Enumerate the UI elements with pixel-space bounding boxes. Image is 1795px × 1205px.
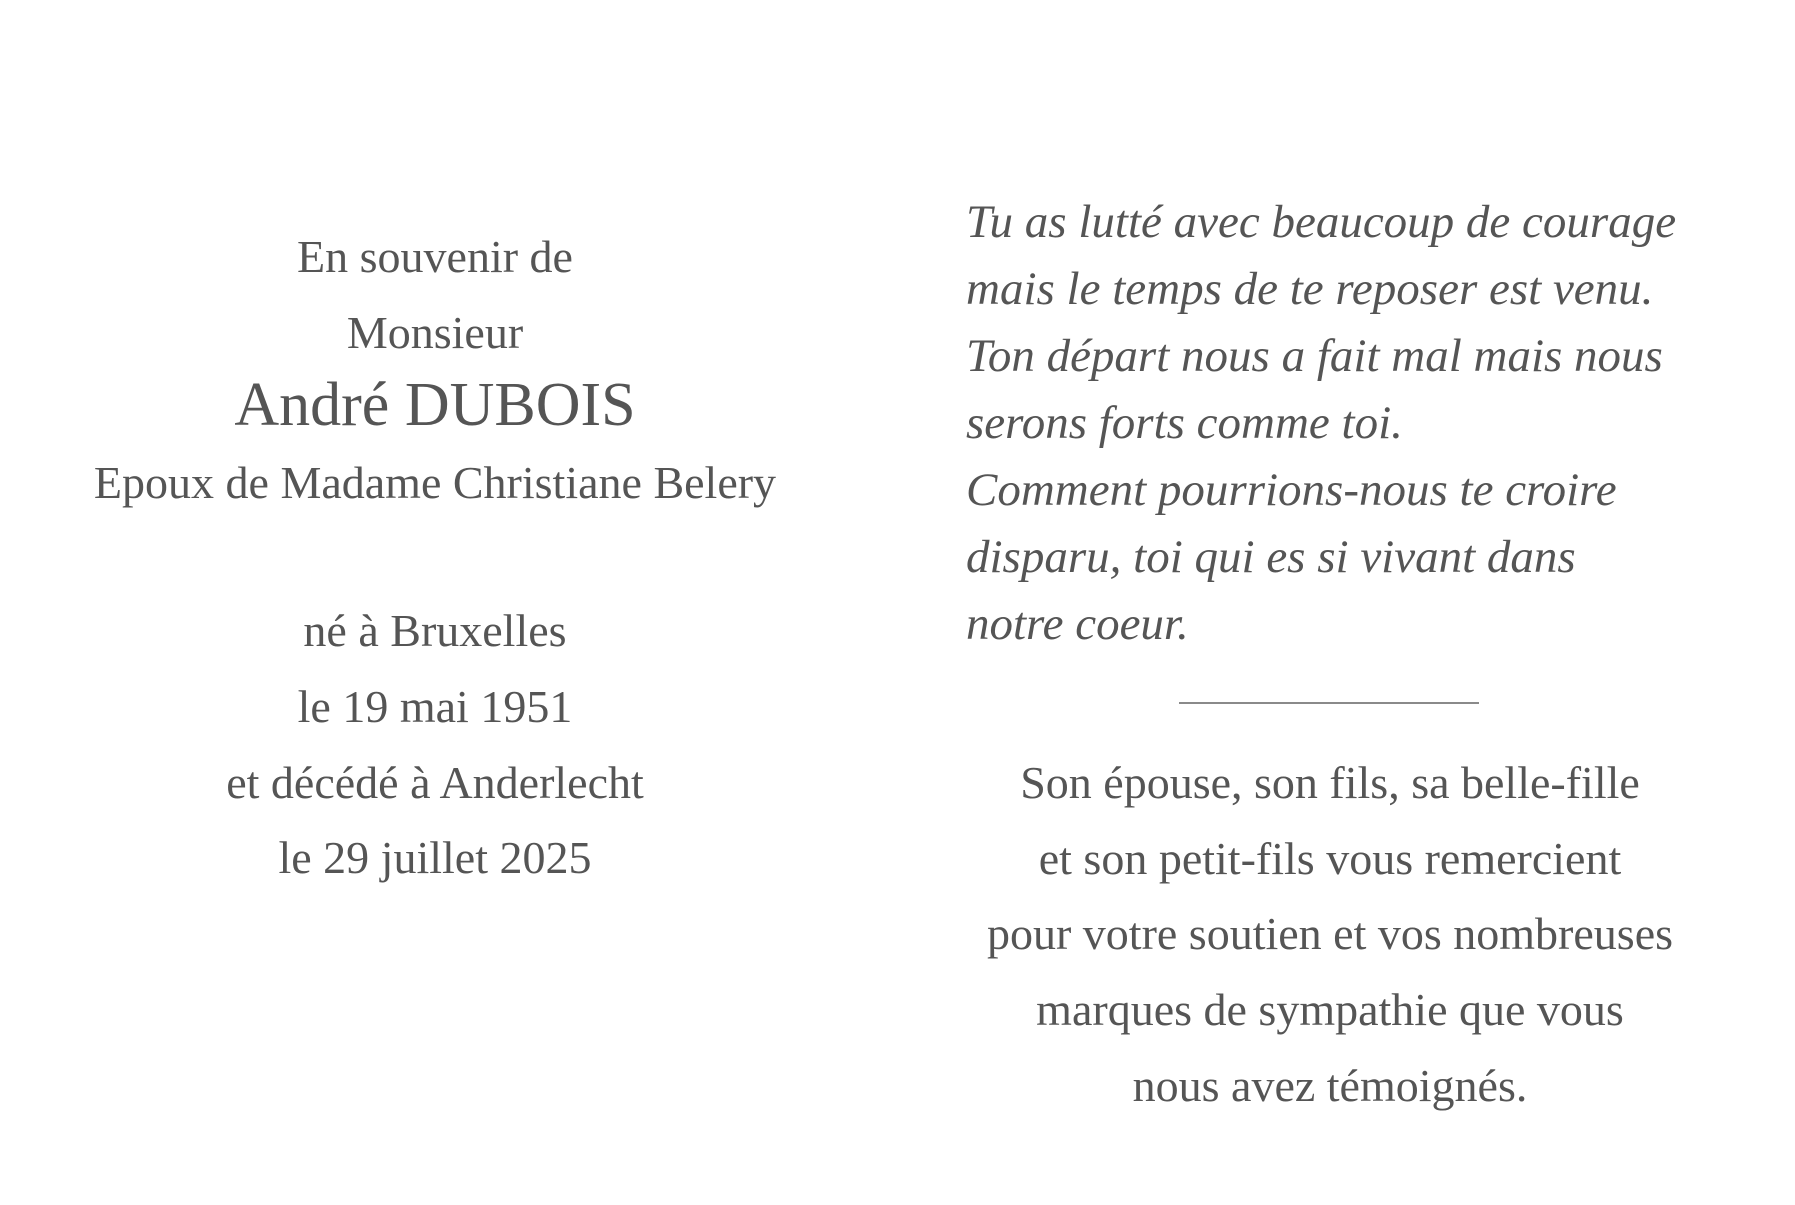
thanks-line: Son épouse, son fils, sa belle-fille xyxy=(1020,757,1640,808)
memorial-panel xyxy=(40,0,830,1205)
poem-line: Tu as lutté avec beaucoup de courage xyxy=(966,196,1677,248)
death-place: et décédé à Anderlecht xyxy=(226,757,644,808)
spouse-text: Epoux de Madame Christiane Belery xyxy=(93,457,777,508)
thanks-line: marques de sympathie que vous xyxy=(1036,984,1624,1035)
deceased-name: André DUBOIS xyxy=(234,371,636,439)
thanks-line: et son petit-fils vous remercient xyxy=(1038,833,1622,884)
title-text: Monsieur xyxy=(346,307,524,358)
birth-place: né à Bruxelles xyxy=(303,605,567,656)
poem-line: notre coeur. xyxy=(966,598,1189,650)
death-date: le 29 juillet 2025 xyxy=(278,832,592,883)
poem-line: serons forts comme toi. xyxy=(966,397,1403,449)
poem-line: Comment pourrions-nous te croire xyxy=(966,464,1617,516)
intro-text: En souvenir de xyxy=(297,231,573,282)
poem-line: disparu, toi qui es si vivant dans xyxy=(966,531,1576,583)
message-panel xyxy=(960,0,1760,1205)
poem-line: Ton départ nous a fait mal mais nous xyxy=(966,330,1663,382)
thanks-line: pour votre soutien et vos nombreuses xyxy=(986,908,1674,959)
poem-line: mais le temps de te reposer est venu. xyxy=(966,263,1654,315)
thanks-line: nous avez témoignés. xyxy=(1132,1060,1528,1111)
birth-date: le 19 mai 1951 xyxy=(297,681,573,732)
separator-line xyxy=(1179,702,1479,704)
